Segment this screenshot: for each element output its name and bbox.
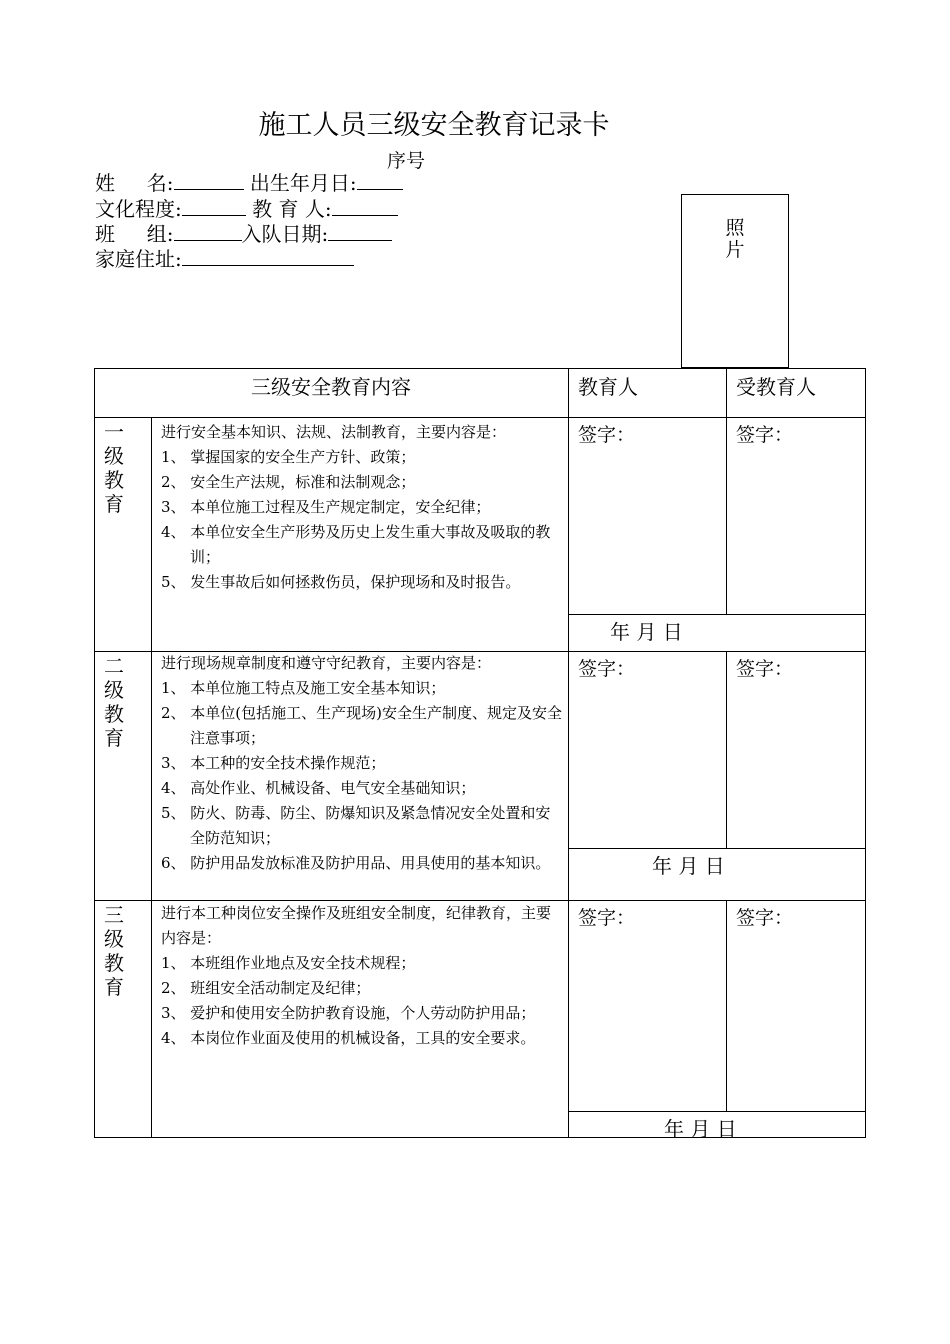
entry-date-label: 入队日期: (241, 222, 329, 246)
culture-label: 文化程度: (95, 197, 182, 221)
list-item: 1、 掌握国家的安全生产方针、政策； (161, 448, 416, 466)
level-3-educator-sign[interactable]: 签字： (578, 907, 636, 929)
list-item: 4、 本岗位作业面及使用的机械设备，工具的安全要求。 (161, 1029, 536, 1047)
level-3-educatee-sign[interactable]: 签字： (736, 907, 794, 929)
educator-label: 教 育 人: (252, 197, 332, 221)
header-content: 三级安全教育内容 (251, 375, 411, 399)
level-3-intro: 进行本工种岗位安全操作及班组安全制度，纪律教育，主要内容是： (161, 904, 552, 947)
name-label: 姓 名: (95, 171, 174, 195)
list-item: 3、 爱护和使用安全防护教育设施，个人劳动防护用品； (161, 1004, 536, 1022)
level-1-intro: 进行安全基本知识、法规、法制教育，主要内容是： (161, 423, 507, 441)
photo-box[interactable] (681, 194, 789, 368)
list-item: 2、 安全生产法规，标准和法制观念； (161, 473, 416, 491)
level-3-name: 三 级 教 育 (104, 903, 124, 999)
address-label: 家庭住址: (95, 247, 182, 271)
culture-field[interactable] (182, 196, 246, 216)
info-row-name (95, 170, 403, 196)
educator-field[interactable] (332, 196, 398, 216)
header-educatee: 受教育人 (736, 375, 816, 399)
team-label: 班 组: (95, 222, 174, 246)
birth-label: 出生年月日: (249, 171, 357, 195)
list-item: 4、 本单位安全生产形势及历史上发生重大事故及吸取的教训； (161, 523, 551, 566)
list-item: 4、 高处作业、机械设备、电气安全基础知识； (161, 779, 476, 797)
list-item: 2、 本单位(包括施工、生产现场)安全生产制度、规定及安全注意事项； (161, 704, 563, 747)
info-row-team (95, 221, 392, 247)
level-2-name: 二 级 教 育 (104, 654, 124, 750)
list-item: 5、 防火、防毒、防尘、防爆知识及紧急情况安全处置和安全防范知识； (161, 804, 551, 847)
address-field[interactable] (182, 246, 354, 266)
level-3-content (161, 901, 563, 1051)
list-item: 2、 班组安全活动制定及纪律； (161, 979, 371, 997)
level-2-educatee-sign[interactable]: 签字： (736, 658, 794, 680)
birth-field[interactable] (357, 170, 403, 190)
entry-date-field[interactable] (328, 221, 392, 241)
name-field[interactable] (174, 170, 244, 190)
list-item: 6、 防护用品发放标准及防护用品、用具使用的基本知识。 (161, 854, 551, 872)
level-2-educator-sign[interactable]: 签字： (578, 658, 636, 680)
level-1-date[interactable]: 年 月 日 (610, 620, 683, 644)
list-item: 3、 本单位施工过程及生产规定制定，安全纪律； (161, 498, 491, 516)
info-row-address (95, 246, 354, 272)
team-field[interactable] (174, 221, 242, 241)
level-2-date[interactable]: 年 月 日 (652, 854, 725, 878)
list-item: 1、 本班组作业地点及安全技术规程； (161, 954, 416, 972)
header-educator: 教育人 (578, 375, 638, 399)
serial-number-label: 序号 (386, 150, 425, 172)
level-1-content (161, 420, 563, 595)
document-title: 施工人员三级安全教育记录卡 (258, 110, 610, 141)
photo-label: 照 片 (725, 217, 745, 261)
info-row-culture (95, 196, 398, 222)
level-1-name: 一 级 教 育 (104, 420, 124, 516)
level-3-date[interactable]: 年 月 日 (664, 1117, 737, 1141)
list-item: 5、 发生事故后如何拯救伤员，保护现场和及时报告。 (161, 573, 521, 591)
list-item: 3、 本工种的安全技术操作规范； (161, 754, 386, 772)
level-2-intro: 进行现场规章制度和遵守守纪教育，主要内容是： (161, 654, 492, 672)
level-1-educator-sign[interactable]: 签字： (578, 424, 636, 446)
level-1-educatee-sign[interactable]: 签字： (736, 424, 794, 446)
list-item: 1、 本单位施工特点及施工安全基本知识； (161, 679, 446, 697)
level-2-content (161, 651, 563, 876)
